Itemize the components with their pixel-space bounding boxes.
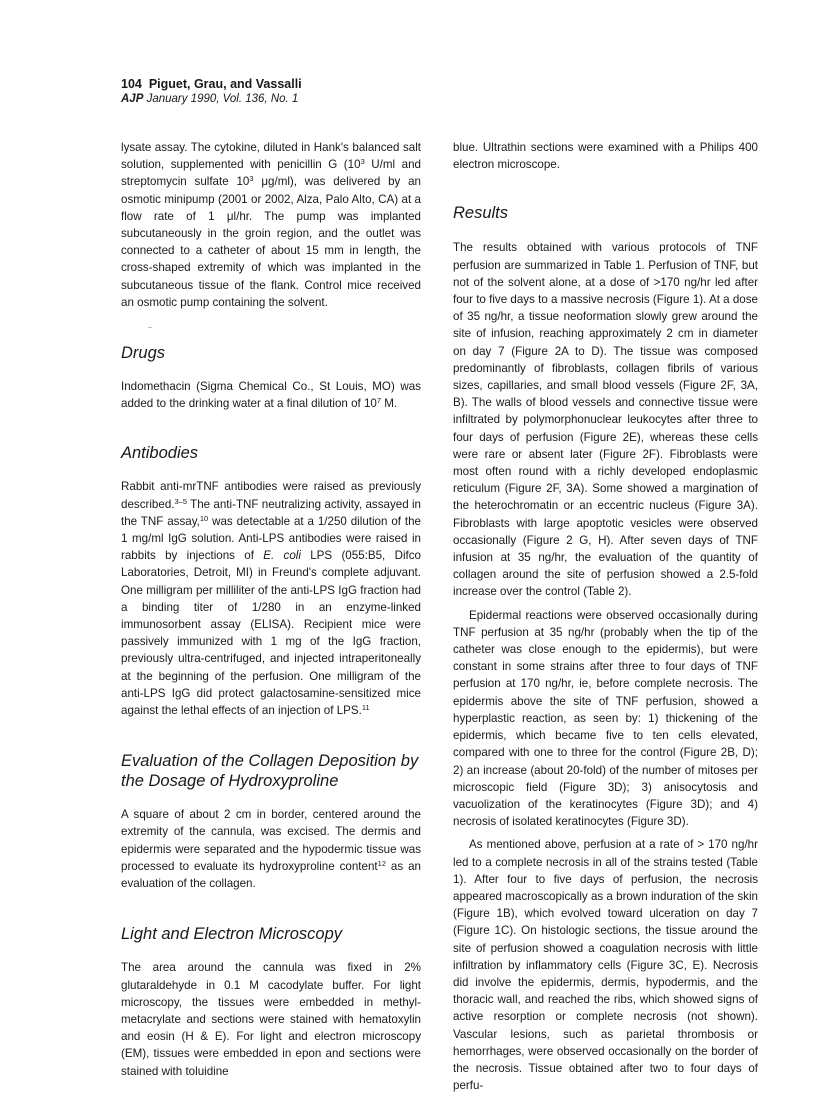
heading-drugs: Drugs	[121, 344, 166, 363]
heading-collagen: Evaluation of the Collagen Deposition by the Dosage of Hydroxyproline	[121, 752, 419, 791]
journal-issue: January 1990, Vol. 136, No. 1	[146, 93, 299, 105]
para-drugs: Indomethacin (Sigma Chemical Co., St Louis, MO) was added to the drinking water at a final dilution of $10^7$ M.	[121, 380, 421, 411]
right-column	[453, 139, 758, 1094]
para-results-3: As mentioned above, perfusion at a rate of > 170 ng/hr led to a complete necrosis in all of the strains tested (Table 1). After four to five days of perfusion, the necrosis appeared macroscopically as a brown induration of the skin (Figure 1B), which evolved toward ulceration on day 7 (Figure 1C). On histologic sections, the tissue around the site of perfusion showed a coagulation necrosis with little infiltration by inflammatory cells (Figure 3C, E). Necrosis did involve the epidermis, dermis, hypodermis, and the thoracic wall, and reached the ribs, which showed signs of active resorption or complete necrosis (not shown). Vascular lesions, such as parietal thrombosis or hemorrhages, were observed occasionally on the border of the necrosis. Tissue obtained after two to four days of perfu-	[453, 838, 758, 1093]
para-collagen: A square of about 2 cm in border, centered around the extremity of the cannula, was excised. The dermis and epidermis were separated and the hypodermic tissue was processed to evaluate its hydroxyproline content$^{12}$ as an evaluation of the collagen.	[121, 808, 421, 891]
heading-microscopy: Light and Electron Microscopy	[121, 925, 343, 944]
header-authors: Piguet, Grau, and Vassalli	[148, 77, 302, 91]
page-number: 104	[121, 77, 142, 91]
para-microscopy: The area around the cannula was fixed in 2% glutaraldehyde in 0.1 M cacodylate buffer. For light microscopy, the tissues were embedded in methyl-metacrylate and sections were stained with hematoxylin and eosin (H & E). For light and electron microscopy (EM), tissues were embedded in epon and sections were stained with toluidine	[121, 961, 421, 1078]
heading-antibodies: Antibodies	[121, 444, 199, 463]
header-line-1	[121, 76, 302, 92]
heading-results: Results	[453, 204, 509, 223]
para-results-1: The results obtained with various protocols of TNF perfusion are summarized in Table 1. Perfusion of TNF, but not of the solvent alone, at a dose of >170 ng/hr led after four to five days to a massive necrosis (Figure 1). At a dose of 35 ng/hr, a tissue neoformation slowly grew around the site of infusion, reaching approximately 2 cm in diameter on day 7 (Figure 2A to D). The tissue was composed predominantly of fibroblasts, collagen fibrils of various sizes, capillaries, and small blood vessels (Figure 2F, 3A, B). The walls of blood vessels and connective tissue were infiltrated by polymorphonuclear leukocytes after three to four days of perfusion (Figure 2E), whereas these cells were rare or absent later (Figure 2F). Fibroblasts were most often round with a richly developed endoplasmic reticulum (Figure 2F, 3A). Some showed a margination of the heterochromatin or an eccentric nucleus (Figure 3A). Fibroblasts with large apoptotic vesicles were observed occasionally (Figure 2 G, H). After seven days of TNF infusion at 35 ng/hr, the evaluation of the quantity of collagen around the site of perfusion showed a 2.5-fold increase over the control (Table 2).	[453, 241, 758, 599]
header-line-2	[121, 92, 302, 107]
para-results-2: Epidermal reactions were observed occasionally during TNF perfusion at 35 ng/hr (probably when the tip of the catheter was close enough to the epidermis), but were constant in some strains after three to four days of TNF perfusion at 170 ng/hr, ie, before complete necrosis. The epidermis above the site of TNF perfusion, showed a hyperplastic reaction, as seen by: 1) thickening of the epidermis, which became five to ten cells elevated, compared with one to three for the control (Figure 2B, D); 2) an increase (about 20-fold) of the number of mitoses per microscopic field (Figure 3D); 3) anisocytosis and vacuolization of the keratinocytes (Figure 3D); and 4) necrosis of isolated keratinocytes (Figure 3D).	[453, 608, 758, 829]
left-column	[121, 139, 421, 1080]
para-continued: blue. Ultrathin sections were examined with a Philips 400 electron microscope.	[453, 141, 758, 172]
journal-abbrev: AJP	[121, 93, 144, 105]
para-lysate: lysate assay. The cytokine, diluted in Hank's balanced salt solution, supplemented with penicillin G ($10^3$ U/ml and streptomycin sulfate $10^3$ μg/ml), was delivered by an osmotic minipump (2001 or 2002, Alza, Palo Alto, CA) at a flow rate of 1 μl/hr. The pump was implanted subcutaneously in the groin region, and the outlet was connected to a catheter of about 15 mm in length, the cross-shaped extremity of which was implanted in the subcutaneous tissue of the flank. Control mice received an osmotic pump containing the solvent.	[121, 141, 422, 309]
para-antibodies: Rabbit anti-mrTNF antibodies were raised as previously described.$^{3-5}$ The anti-TNF neutralizing activity, assayed in the TNF assay,$^{10}$ was detectable at a 1/250 dilution of the 1 mg/ml IgG solution. Anti-LPS antibodies were raised in rabbits by injections of E. coli LPS (055:B5, Difco Laboratories, Detroit, MI) in Freund's complete adjuvant. One milligram per milliliter of the anti-LPS IgG fraction had a binding titer of 1/280 in an enzyme-linked immunosorbent assay (ELISA). Recipient mice were passively immunized with 1 mg of the IgG fraction, previously ultra-centrifuged, and injected intraperitoneally at the beginning of the perfusion. One milligram of the anti-LPS IgG did protect galactosamine-sensitized mice against the lethal effects of an injection of LPS.$^{11}$	[121, 480, 421, 718]
running-header	[121, 76, 302, 107]
